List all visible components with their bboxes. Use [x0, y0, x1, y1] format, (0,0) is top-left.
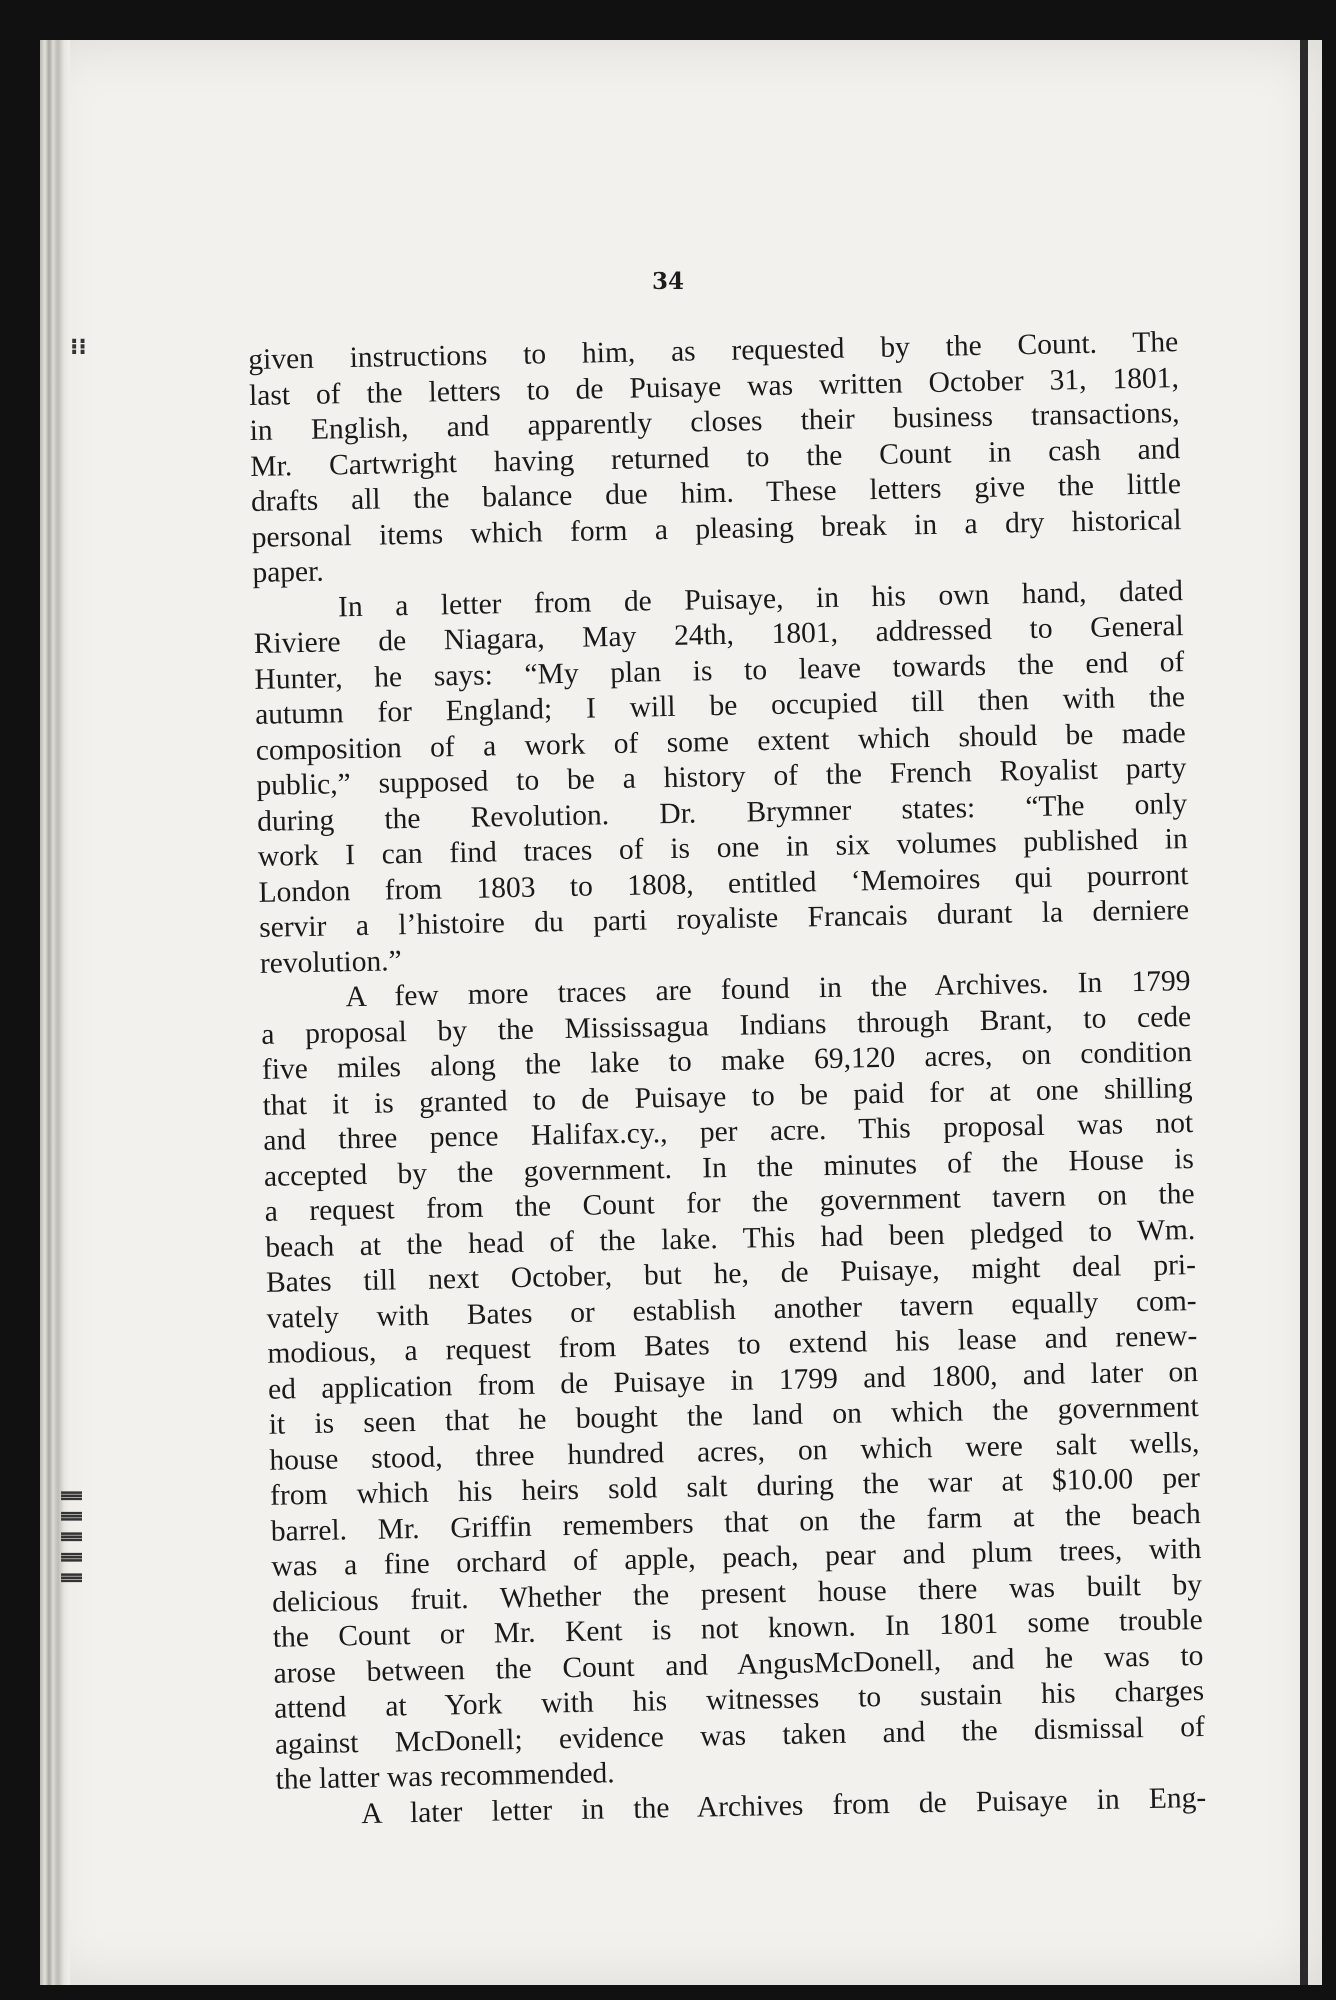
- text-line: drafts all the balance due him. These letters give the little: [250, 468, 1182, 518]
- margin-mark-bottom: ⦀ ⦀ ⦀ ⦀ ⦀: [55, 1490, 85, 1584]
- text-line: arose between the Count and AngusMcDonell, and he was to: [273, 1639, 1204, 1690]
- text-line: Bates till next October, but he, de Puisaye, might deal pri-: [265, 1248, 1197, 1299]
- text-line: given instructions to him, as requested by the Count. The: [248, 326, 1179, 376]
- text-line: vately with Bates or establish another tavern equally com-: [266, 1284, 1197, 1335]
- text-line: In a letter from de Puisaye, in his own hand, dated: [337, 574, 1184, 623]
- text-line: from which his heirs sold salt during the war at $10.00 per: [269, 1461, 1201, 1512]
- text-line: a proposal by the Mississagua Indians through Brant, to cede: [260, 1000, 1192, 1051]
- text-line: was a fine orchard of apple, peach, pear and plum trees, with: [271, 1532, 1202, 1583]
- text-line: the latter was recommended.: [275, 1757, 615, 1796]
- text-line: revolution.”: [259, 944, 402, 980]
- text-line: five miles along the lake to make 69,120 acres, on condition: [261, 1036, 1193, 1086]
- page-right-edge: [1300, 40, 1308, 1985]
- text-line: servir a l’histoire du parti royaliste Francais durant la derniere: [258, 894, 1190, 944]
- text-line: and three pence Halifax.cy., per acre. This proposal was not: [263, 1107, 1194, 1157]
- text-line: barrel. Mr. Griffin remembers that on the farm at the beach: [270, 1497, 1201, 1548]
- text-line: personal items which form a pleasing break in a dry historical: [251, 503, 1182, 554]
- text-line: ed application from de Puisaye in 1799 and 1800, and later on: [267, 1355, 1199, 1406]
- margin-mark-top: ⁝⁝: [70, 335, 87, 360]
- text-line: house stood, three hundred acres, on which were salt wells,: [269, 1426, 1200, 1477]
- text-line: last of the letters to de Puisaye was written October 31, 1801,: [248, 361, 1180, 412]
- text-line: modious, a request from Bates to extend his lease and renew-: [267, 1319, 1198, 1370]
- text-line: Mr. Cartwright having returned to the Count in cash and: [250, 432, 1181, 483]
- text-line: against McDonell; evidence was taken and the dismissal of: [274, 1710, 1206, 1761]
- text-line: A few more traces are found in the Archives. In 1799: [345, 965, 1191, 1014]
- text-line: Riviere de Niagara, May 24th, 1801, addressed to General: [253, 610, 1184, 660]
- text-line: in English, and apparently closes their business transactions,: [249, 397, 1180, 447]
- text-line: London from 1803 to 1808, entitled ‘Memoires qui pourront: [258, 858, 1189, 909]
- book-binding-edge: [40, 40, 70, 1985]
- text-line: A later letter in the Archives from de Puisaye in Eng-: [360, 1781, 1207, 1830]
- text-line: attend at York with his witnesses to sustain his charges: [273, 1674, 1205, 1725]
- text-line: the Count or Mr. Kent is not known. In 1801 some trouble: [272, 1603, 1203, 1654]
- page-number: 34: [651, 268, 684, 295]
- body-text: [248, 325, 1206, 1834]
- text-line: public,” supposed to be a history of the French Royalist party: [256, 752, 1187, 802]
- text-line: beach at the head of the lake. This had been pledged to Wm.: [265, 1213, 1196, 1264]
- text-line: accepted by the government. In the minutes of the House is: [263, 1142, 1195, 1193]
- text-line: delicious fruit. Whether the present house there was built by: [271, 1568, 1203, 1619]
- text-line: composition of a work of some extent which should be made: [255, 716, 1186, 767]
- text-line: work I can find traces of is one in six volumes published in: [257, 823, 1189, 873]
- text-line: autumn for England; I will be occupied till then with the: [254, 681, 1186, 731]
- text-line: a request from the Count for the government tavern on the: [264, 1177, 1195, 1228]
- text-line: that it is granted to de Puisaye to be paid for at one shilling: [262, 1071, 1193, 1122]
- text-line: Hunter, he says: “My plan is to leave towards the end of: [254, 645, 1185, 696]
- text-line: paper.: [252, 555, 324, 589]
- text-line: during the Revolution. Dr. Brymner states: “The only: [256, 787, 1188, 838]
- text-line: it is seen that he bought the land on which the government: [268, 1390, 1199, 1441]
